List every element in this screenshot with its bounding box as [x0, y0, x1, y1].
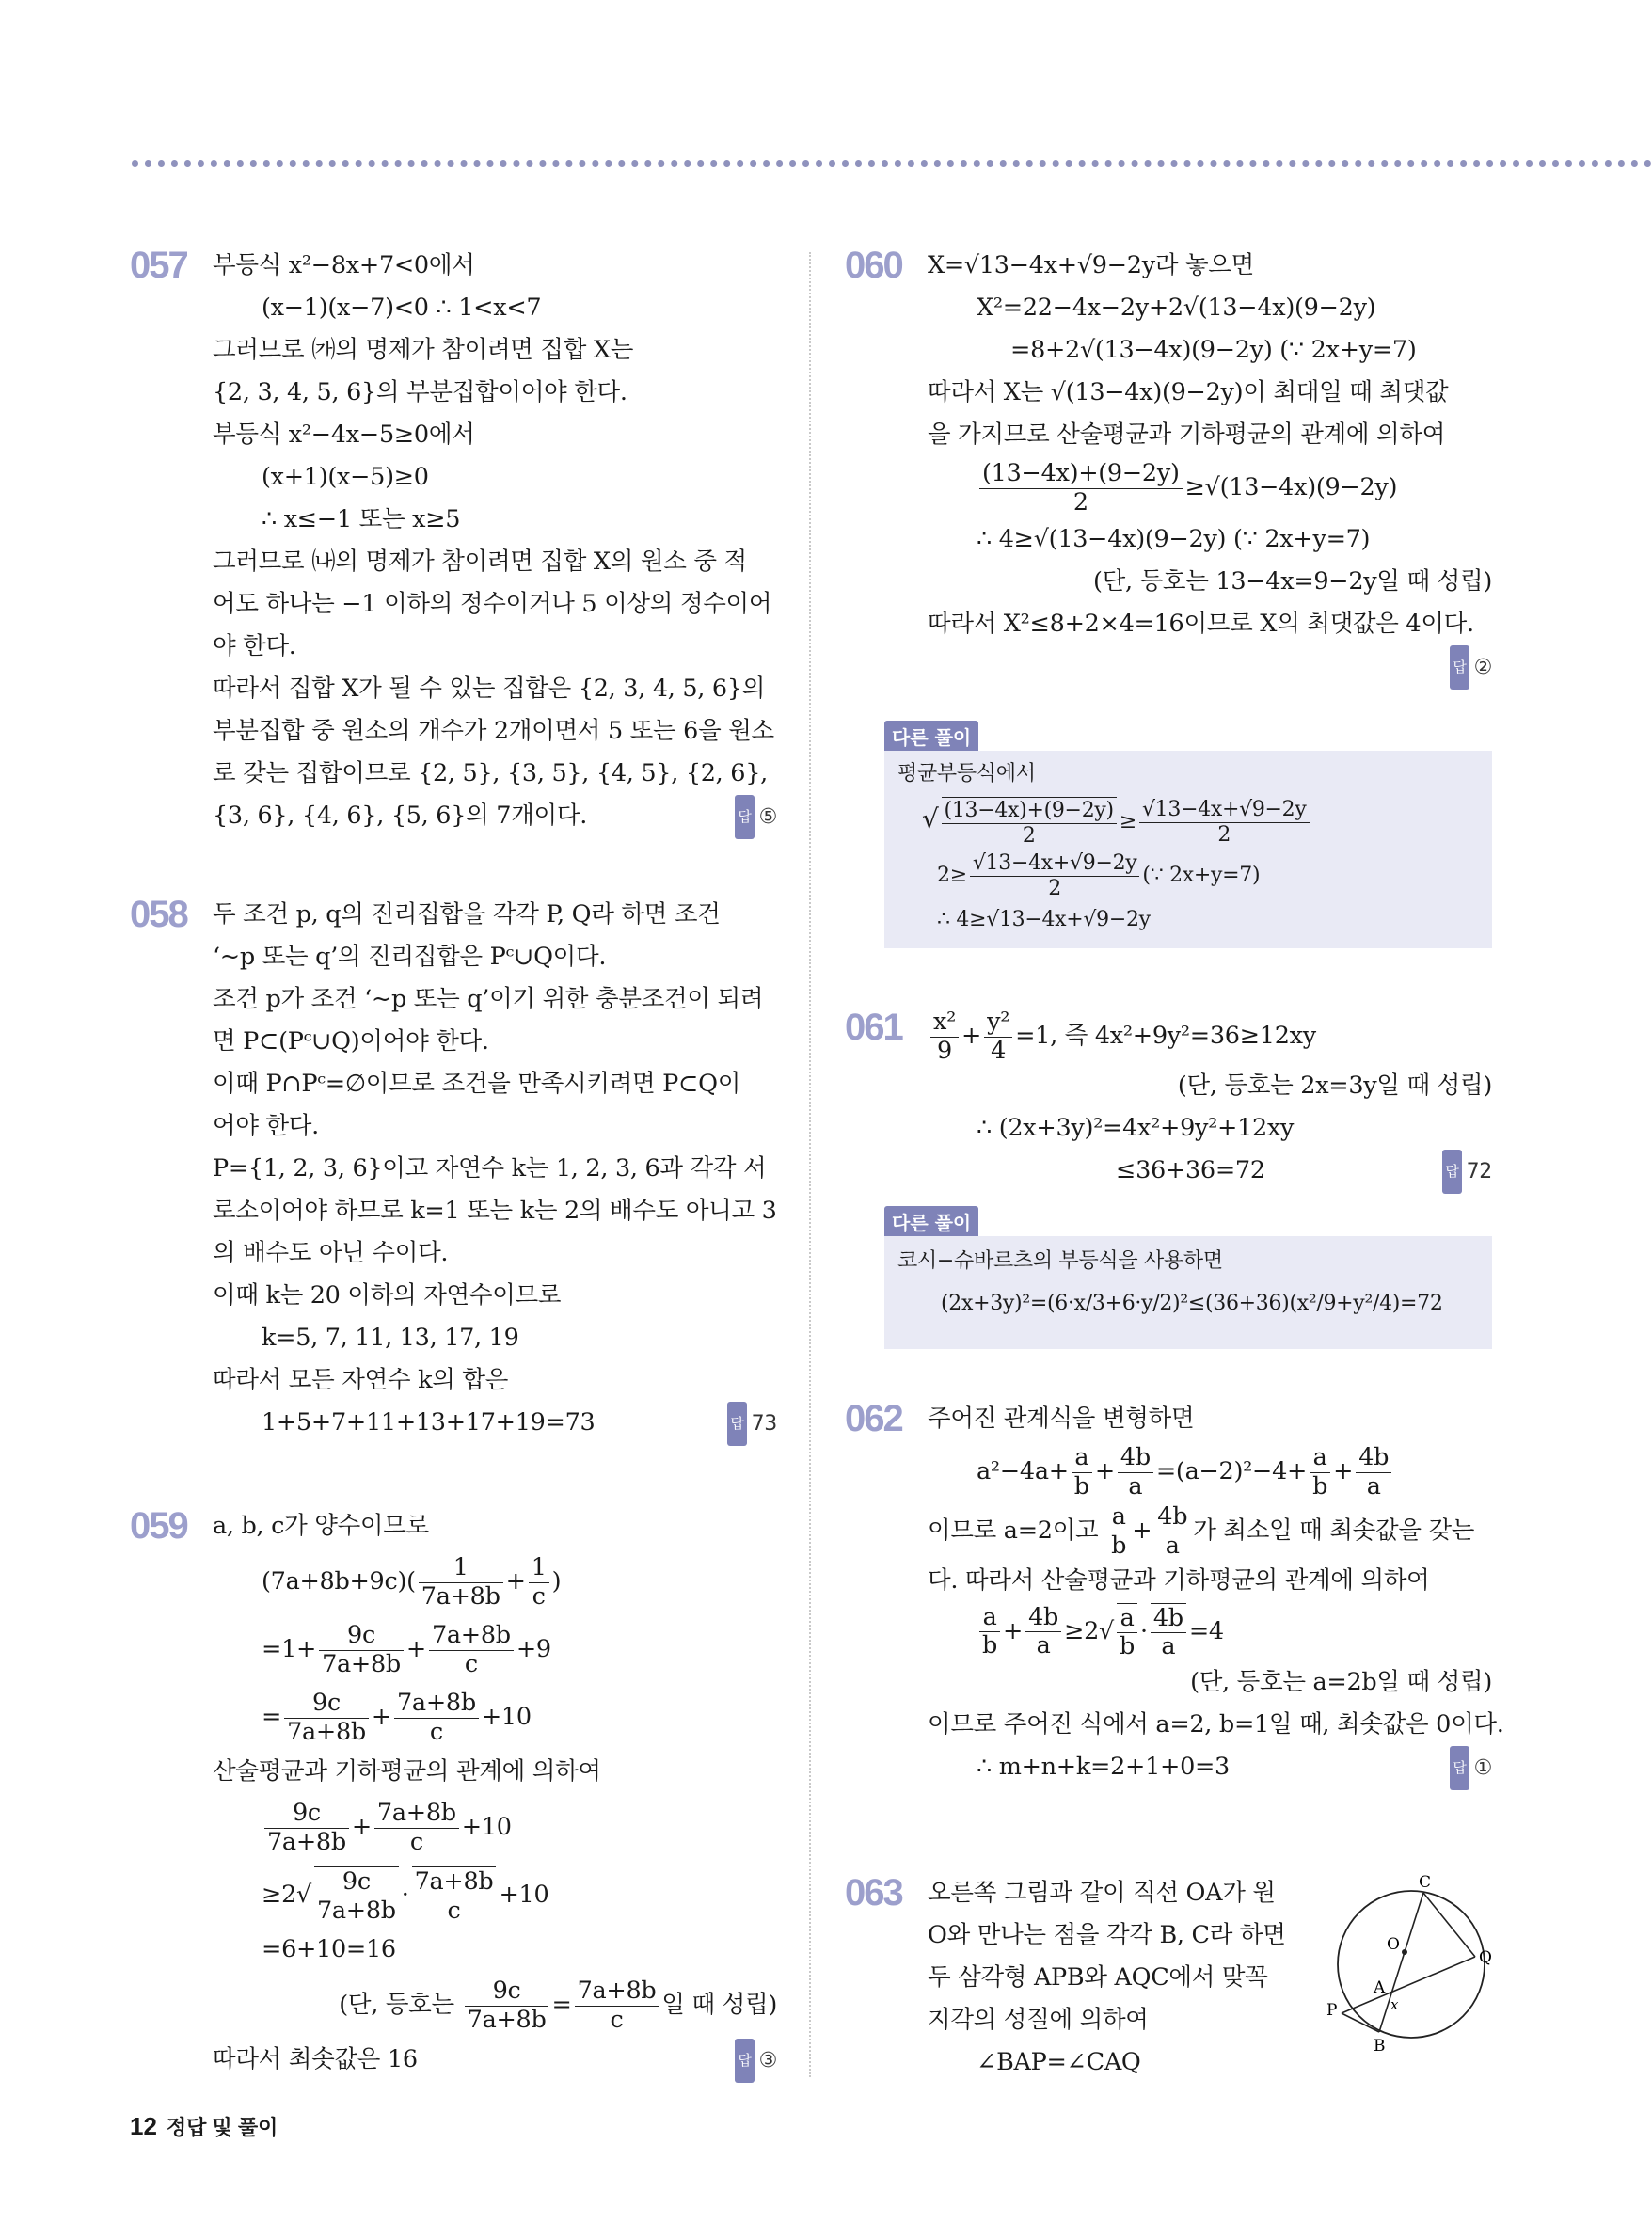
- solution-body: [928, 245, 1492, 690]
- fraction: [575, 1977, 659, 2034]
- solution-line: 부등식 x²−4x−5≥0에서: [213, 421, 475, 449]
- alt-line: 평균부등식에서: [897, 762, 1036, 786]
- math-line: [928, 1502, 1492, 1560]
- answer-mark: [735, 795, 777, 839]
- problem-number: 061: [845, 1007, 902, 1048]
- denominator: c: [429, 1717, 443, 1746]
- math-line: [928, 1602, 1492, 1661]
- denominator: a: [1036, 1631, 1051, 1660]
- numerator: 4b: [1025, 1604, 1061, 1632]
- fraction: [412, 1866, 497, 1925]
- math-text: +: [1094, 1457, 1115, 1485]
- solution-line: 어야 한다.: [213, 1112, 319, 1140]
- answer-line: [928, 645, 1492, 683]
- fraction: [264, 1800, 349, 1856]
- solution-text: 따라서 최솟값은 16: [213, 2045, 418, 2073]
- solution-line: =8+2√(13−4x)(9−2y) (∵ 2x+y=7): [1010, 336, 1417, 364]
- alt-line: 코시−슈바르츠의 부등식을 사용하면: [897, 1249, 1223, 1273]
- answer-label: 답: [727, 1402, 746, 1446]
- page-number: 12: [130, 2112, 157, 2140]
- circle-o: [1338, 1891, 1485, 2038]
- solution-line: 부등식 x²−8x+7<0에서: [213, 251, 475, 279]
- numerator: 7a+8b: [412, 1868, 497, 1897]
- answer-value: ③: [758, 2049, 777, 2072]
- fraction: [319, 1622, 404, 1678]
- denominator: 7a+8b: [267, 1827, 346, 1856]
- denominator: a: [1366, 1471, 1381, 1501]
- alt-line: ∴ 4≥√13−4x+√9−2y: [937, 908, 1151, 931]
- math-text: ·: [1140, 1616, 1148, 1645]
- denominator: 7a+8b: [322, 1649, 401, 1678]
- denominator: a: [1128, 1471, 1143, 1501]
- math-text: 일 때 성립): [661, 1991, 777, 2019]
- math-line: [213, 1615, 777, 1683]
- fraction: [1108, 1503, 1129, 1560]
- fraction: [1025, 1604, 1061, 1660]
- math-line: [213, 1861, 777, 1929]
- answer-mark: [1442, 1150, 1492, 1194]
- fraction: [970, 851, 1140, 900]
- label-c: C: [1419, 1873, 1432, 1892]
- solution-line: [213, 2039, 777, 2081]
- math-text: (단, 등호는: [339, 1991, 462, 2019]
- numerator: 9c: [284, 1690, 369, 1718]
- math-text: ·: [401, 1881, 409, 1909]
- fraction: [930, 1008, 959, 1065]
- numerator: 9c: [264, 1800, 349, 1828]
- denominator: 7a+8b: [467, 2005, 547, 2034]
- solution-line: 두 조건 p, q의 진리집합을 각각 P, Q라 하면 조건: [213, 900, 721, 929]
- solution-line: 조건 p가 조건 ‘~p 또는 q’이기 위한 충분조건이 되려: [213, 985, 764, 1013]
- label-x: x: [1390, 1996, 1399, 2013]
- solution-line: (단, 등호는 13−4x=9−2y일 때 성립): [1093, 567, 1492, 595]
- math-text: +10: [481, 1703, 532, 1731]
- math-text: ): [551, 1567, 562, 1596]
- problem-number: 060: [845, 245, 902, 286]
- solution-line: [213, 795, 777, 837]
- label-a: A: [1374, 1978, 1386, 1997]
- answer-value: ①: [1473, 1755, 1492, 1780]
- answer-mark: [1450, 645, 1492, 690]
- circle-figure: [1325, 1872, 1494, 2060]
- fraction: [465, 1977, 549, 2034]
- solution-line: 따라서 모든 자연수 k의 합은: [213, 1366, 509, 1394]
- solution-text: {3, 6}, {4, 6}, {5, 6}의 7개이다.: [213, 802, 588, 830]
- numerator: 7a+8b: [374, 1800, 459, 1828]
- math-line: [213, 1548, 777, 1615]
- fraction: [1118, 1444, 1153, 1501]
- math-text: +: [405, 1635, 426, 1663]
- line-pq: [1342, 1957, 1475, 2013]
- numerator: (13−4x)+(9−2y): [979, 460, 1183, 488]
- numerator: y²: [984, 1008, 1012, 1037]
- solution-line: O와 만나는 점을 각각 B, C라 하면: [928, 1921, 1286, 1949]
- math-text: +: [1333, 1457, 1354, 1485]
- line-bc: [1379, 1893, 1423, 2032]
- fraction: [1117, 1603, 1137, 1661]
- solution-body: [928, 1007, 1492, 1194]
- fraction: [429, 1622, 514, 1678]
- numerator: 7a+8b: [429, 1622, 514, 1650]
- answer-mark: [1450, 1746, 1492, 1790]
- solution-line: (단, 등호는 a=2b일 때 성립): [1190, 1667, 1492, 1696]
- numerator: 1: [529, 1554, 549, 1582]
- numerator: a: [1117, 1605, 1137, 1633]
- math-text: =(a−2)²−4+: [1155, 1457, 1308, 1485]
- math-text: 가 최소일 때 최솟값을 갖는: [1193, 1516, 1475, 1545]
- problem-number: 058: [130, 894, 187, 935]
- solution-line: 오른쪽 그림과 같이 직선 OA가 원: [928, 1879, 1276, 1907]
- numerator: 9c: [314, 1868, 399, 1897]
- numerator: 1: [419, 1554, 503, 1582]
- math-text: +: [371, 1703, 391, 1731]
- denominator: 2: [1072, 487, 1088, 516]
- math-line: [213, 1683, 777, 1751]
- solution-line: (x+1)(x−5)≥0: [262, 463, 429, 491]
- denominator: 2: [1022, 823, 1036, 848]
- solution-text: 1+5+7+11+13+17+19=73: [262, 1408, 596, 1437]
- denominator: 7a+8b: [421, 1581, 500, 1611]
- solution-line: 주어진 관계식을 변형하면: [928, 1405, 1195, 1433]
- solution-line: =6+10=16: [262, 1935, 396, 1963]
- fraction: [284, 1690, 369, 1746]
- solution-line: ∠BAP=∠CAQ: [977, 2048, 1141, 2076]
- denominator: c: [447, 1896, 461, 1925]
- numerator: 4b: [1154, 1503, 1190, 1532]
- alt-solution-box: [884, 751, 1492, 948]
- fraction: [394, 1690, 479, 1746]
- math-text: +: [1003, 1616, 1024, 1645]
- denominator: 7a+8b: [287, 1717, 366, 1746]
- fraction: [314, 1866, 399, 1925]
- solution-line: a, b, c가 양수이므로: [213, 1512, 429, 1540]
- numerator: a: [1108, 1503, 1129, 1532]
- alt-solution-box: [884, 1236, 1492, 1349]
- problem-number: 057: [130, 245, 187, 286]
- denominator: 7a+8b: [316, 1896, 396, 1925]
- solution-line: X²=22−4x−2y+2√(13−4x)(9−2y): [977, 294, 1376, 322]
- denominator: b: [1073, 1471, 1089, 1501]
- problem-number: 059: [130, 1505, 187, 1547]
- numerator: √13−4x+√9−2y: [970, 851, 1140, 876]
- solution-line: 어도 하나는 −1 이하의 정수이거나 5 이상의 정수이어: [213, 590, 772, 618]
- footer-label: 정답 및 풀이: [166, 2116, 278, 2139]
- math-line: [928, 1007, 1492, 1065]
- solution-line: [928, 1746, 1492, 1788]
- solution-line: 지각의 성질에 의하여: [928, 2006, 1149, 2034]
- solution-line: 의 배수도 아닌 수이다.: [213, 1239, 449, 1267]
- solution-line: 다. 따라서 산술평균과 기하평균의 관계에 의하여: [928, 1565, 1430, 1595]
- denominator: 9: [937, 1036, 952, 1065]
- label-b: B: [1374, 2037, 1386, 2056]
- solution-line: (x−1)(x−7)<0 ∴ 1<x<7: [262, 294, 542, 322]
- problem-number: 062: [845, 1398, 902, 1439]
- solution-line: 야 한다.: [213, 632, 296, 660]
- answer-label: 답: [1450, 1746, 1469, 1790]
- center-point: [1402, 1949, 1407, 1955]
- fraction: [1151, 1603, 1186, 1661]
- solution-line: 부분집합 중 원소의 개수가 2개이면서 5 또는 6을 원소: [213, 717, 774, 745]
- answer-label: 답: [735, 795, 754, 839]
- math-text: (∵ 2x+y=7): [1142, 864, 1261, 887]
- denominator: 2: [1048, 876, 1061, 900]
- problem-number: 063: [845, 1872, 902, 1913]
- solution-line: 면 P⊂(Pᶜ∪Q)이어야 한다.: [213, 1027, 489, 1056]
- solution-line: 이때 P∩Pᶜ=∅이므로 조건을 만족시키려면 P⊂Q이: [213, 1070, 741, 1098]
- solution-text: ≤36+36=72: [1116, 1156, 1265, 1184]
- numerator: 4b: [1151, 1605, 1186, 1633]
- math-text: ≥√(13−4x)(9−2y): [1184, 473, 1398, 501]
- solution-line: 따라서 X²≤8+2×4=16이므로 X의 최댓값은 4이다.: [928, 610, 1474, 638]
- math-text: +: [961, 1022, 982, 1050]
- fraction: [984, 1008, 1012, 1065]
- page-footer: [130, 2112, 278, 2141]
- alt-solution-tag: 다른 풀이: [884, 1206, 978, 1237]
- answer-value: 72: [1466, 1160, 1492, 1183]
- denominator: a: [1161, 1632, 1176, 1661]
- math-line: [884, 792, 1492, 850]
- denominator: a: [1165, 1531, 1180, 1560]
- denominator: b: [982, 1631, 998, 1660]
- math-text: +: [505, 1567, 526, 1596]
- math-text: +9: [516, 1635, 551, 1663]
- math-text: =1, 즉 4x²+9y²=36≥12xy: [1015, 1022, 1316, 1050]
- numerator: a: [1072, 1444, 1092, 1472]
- denominator: 2: [1217, 822, 1231, 847]
- solution-line: ‘~p 또는 q’의 진리집합은 Pᶜ∪Q이다.: [213, 943, 607, 971]
- solution-line: 따라서 X는 √(13−4x)(9−2y)이 최대일 때 최댓값: [928, 378, 1449, 406]
- solution-line: 이때 k는 20 이하의 자연수이므로: [213, 1281, 562, 1310]
- top-dotted-rule: [132, 160, 1652, 167]
- solution-body: [213, 1505, 777, 2083]
- column-divider: [809, 252, 811, 2077]
- solution-line: 이므로 주어진 식에서 a=2, b=1일 때, 최솟값은 0이다.: [928, 1709, 1504, 1739]
- math-text: =: [262, 1703, 282, 1731]
- denominator: b: [1111, 1531, 1127, 1560]
- fraction: [979, 460, 1183, 516]
- math-text: ≥2√: [1064, 1616, 1115, 1645]
- fraction: [1356, 1444, 1391, 1501]
- fraction: [1154, 1503, 1190, 1560]
- math-text: ≥2√: [262, 1881, 311, 1909]
- numerator: a: [979, 1604, 1000, 1632]
- solution-line: 산술평균과 기하평균의 관계에 의하여: [213, 1757, 601, 1786]
- solution-line: 그러므로 ㈏의 명제가 참이려면 집합 X의 원소 중 적: [213, 548, 747, 576]
- fraction: [942, 797, 1117, 848]
- math-line: [213, 1971, 777, 2039]
- math-text: 2≥: [937, 864, 967, 887]
- solution-line: [928, 1150, 1492, 1192]
- alt-solution-tag: 다른 풀이: [884, 721, 978, 752]
- math-text: 이므로 a=2이고: [928, 1516, 1106, 1545]
- solution-line: 을 가지므로 산술평균과 기하평균의 관계에 의하여: [928, 421, 1446, 449]
- solution-line: 그러므로 ㈎의 명제가 참이려면 집합 X는: [213, 336, 634, 364]
- math-text: =4: [1188, 1616, 1224, 1645]
- label-p: P: [1326, 2001, 1338, 2020]
- fraction: [1139, 798, 1310, 847]
- solution-text: ∴ m+n+k=2+1+0=3: [977, 1752, 1230, 1781]
- label-q: Q: [1479, 1948, 1492, 1967]
- fraction: [1310, 1444, 1330, 1501]
- math-text: +10: [461, 1813, 512, 1841]
- solution-line: X=√13−4x+√9−2y라 놓으면: [928, 251, 1254, 279]
- fraction: [529, 1554, 549, 1611]
- solution-line: 따라서 집합 X가 될 수 있는 집합은 {2, 3, 4, 5, 6}의: [213, 675, 766, 703]
- solution-line: (단, 등호는 2x=3y일 때 성립): [1177, 1072, 1492, 1100]
- solution-body: [213, 245, 777, 839]
- answer-label: 답: [1450, 645, 1469, 690]
- answer-label: 답: [1442, 1150, 1461, 1194]
- math-text: ≥: [1119, 810, 1136, 834]
- denominator: c: [532, 1581, 546, 1611]
- answer-value: ②: [1473, 656, 1492, 679]
- solution-line: {2, 3, 4, 5, 6}의 부분집합이어야 한다.: [213, 378, 627, 406]
- math-text: +: [351, 1813, 372, 1841]
- solution-line: ∴ x≤−1 또는 x≥5: [262, 505, 461, 533]
- numerator: 7a+8b: [575, 1977, 659, 2006]
- denominator: c: [464, 1649, 478, 1678]
- math-line: [928, 1440, 1492, 1502]
- math-text: a²−4a+: [977, 1457, 1069, 1485]
- fraction: [979, 1604, 1000, 1660]
- math-line: [213, 1793, 777, 1861]
- denominator: c: [610, 2005, 624, 2034]
- math-text: +: [1132, 1516, 1152, 1545]
- answer-label: 답: [735, 2039, 754, 2083]
- numerator: (13−4x)+(9−2y): [942, 799, 1117, 823]
- denominator: b: [1120, 1632, 1136, 1661]
- numerator: a: [1310, 1444, 1330, 1472]
- math-line: [884, 850, 1492, 902]
- solution-line: k=5, 7, 11, 13, 17, 19: [262, 1324, 519, 1352]
- denominator: 4: [991, 1036, 1007, 1065]
- fraction: [1072, 1444, 1092, 1501]
- label-o: O: [1387, 1935, 1400, 1954]
- answer-value: 73: [751, 1412, 777, 1436]
- numerator: 9c: [319, 1622, 404, 1650]
- solution-line: 로소이어야 하므로 k=1 또는 k는 2의 배수도 아니고 3: [213, 1197, 777, 1225]
- numerator: 7a+8b: [394, 1690, 479, 1718]
- solution-body: [928, 1398, 1504, 1790]
- math-text: =: [551, 1991, 572, 2019]
- radical-icon: √: [922, 803, 939, 834]
- math-text: (7a+8b+9c)(: [262, 1567, 416, 1596]
- solution-line: P={1, 2, 3, 6}이고 자연수 k는 1, 2, 3, 6과 각각 서: [213, 1154, 767, 1183]
- numerator: 9c: [465, 1977, 549, 2006]
- answer-value: ⑤: [758, 805, 777, 829]
- answer-mark: [727, 1402, 777, 1446]
- numerator: 4b: [1118, 1444, 1153, 1472]
- numerator: √13−4x+√9−2y: [1139, 798, 1310, 822]
- math-text: +10: [499, 1881, 549, 1909]
- segment-pb: [1342, 2013, 1379, 2032]
- numerator: 4b: [1356, 1444, 1391, 1472]
- numerator: x²: [930, 1008, 959, 1037]
- alt-line: (2x+3y)²=(6·x/3+6·y/2)²≤(36+36)(x²/9+y²/4)=72: [941, 1292, 1443, 1315]
- solution-line: ∴ 4≥√(13−4x)(9−2y) (∵ 2x+y=7): [977, 525, 1371, 553]
- fraction: [374, 1800, 459, 1856]
- solution-line: 두 삼각형 APB와 AQC에서 맞꼭: [928, 1963, 1268, 1992]
- math-text: =1+: [262, 1635, 317, 1663]
- solution-line: ∴ (2x+3y)²=4x²+9y²+12xy: [977, 1114, 1295, 1142]
- solution-line: [213, 1402, 777, 1444]
- math-line: [928, 456, 1492, 518]
- fraction: [419, 1554, 503, 1611]
- answer-mark: [735, 2039, 777, 2083]
- solution-line: 로 갖는 집합이므로 {2, 5}, {3, 5}, {4, 5}, {2, 6},: [213, 759, 768, 787]
- denominator: c: [409, 1827, 423, 1856]
- solution-body: [928, 1872, 1323, 2084]
- solution-body: [213, 894, 777, 1446]
- denominator: b: [1312, 1471, 1328, 1501]
